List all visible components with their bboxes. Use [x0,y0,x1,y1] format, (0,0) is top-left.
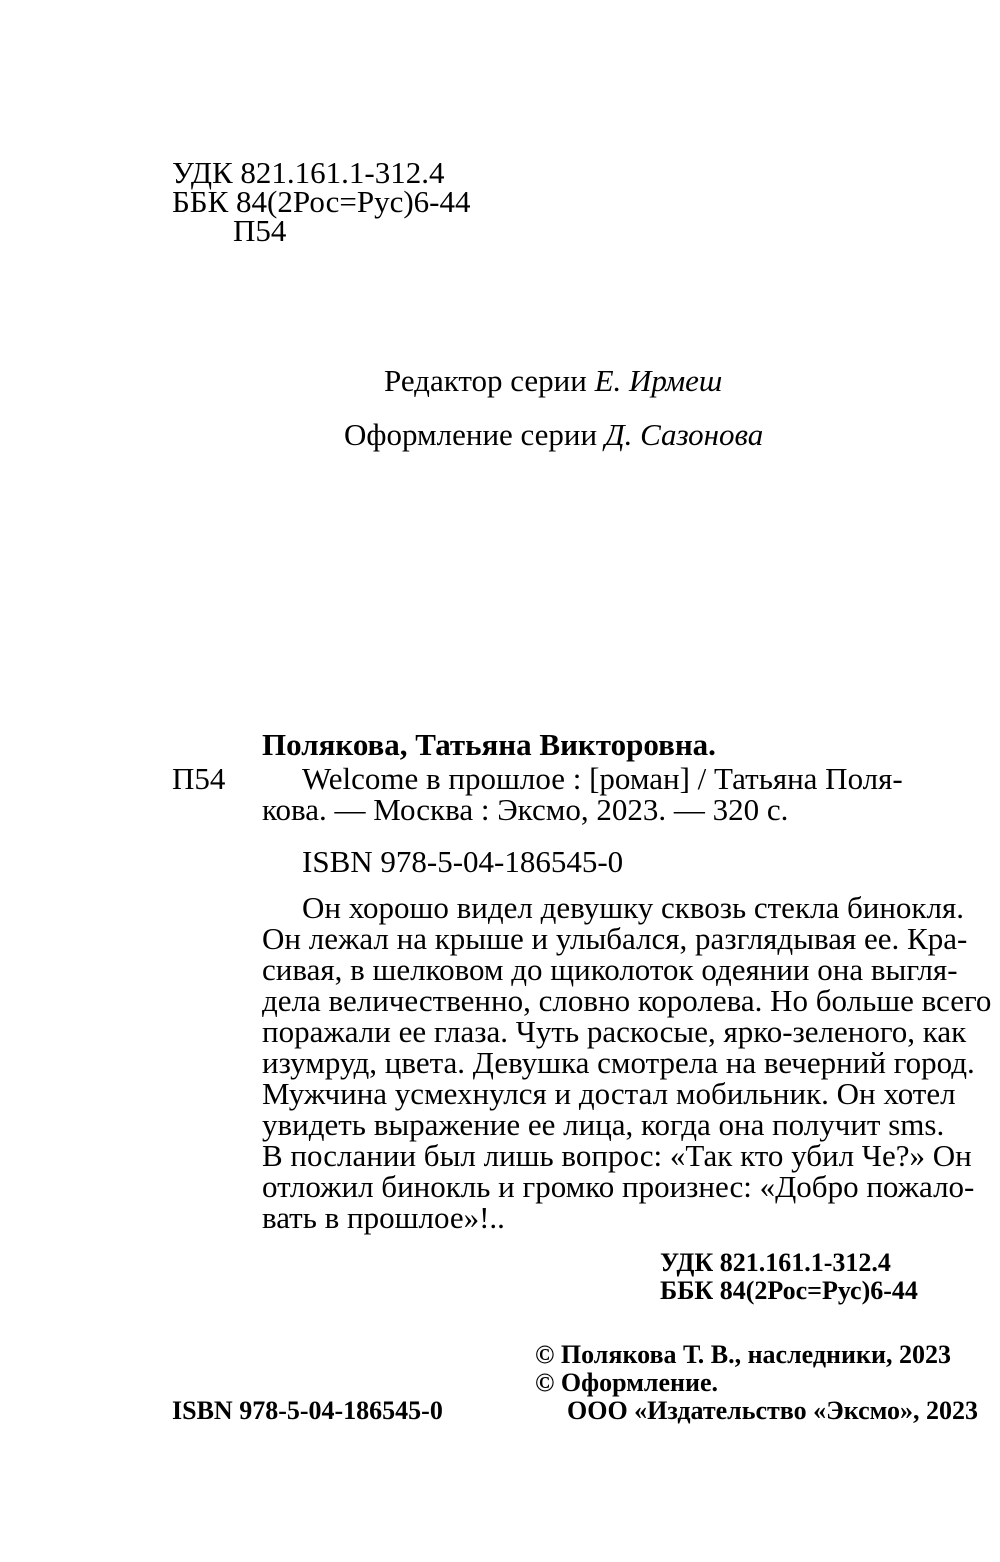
catalog-isbn: ISBN 978-5-04-186545-0 [302,844,624,879]
catalog-desc-line-1: Welcome в прошлое : [роман] / Татьяна Поля- [302,761,903,796]
catalog-desc-line-2: кова. — Москва : Эксмо, 2023. — 320 с. [262,792,789,827]
annotation-line: отложил бинокль и громко произнес: «Добро пожало- [262,1169,975,1204]
series-editor [384,365,722,396]
annotation-line: вать в прошлое»!.. [262,1200,505,1235]
series-design-label: Оформление серии [344,417,605,452]
copyright-design: © Оформление. [535,1368,719,1397]
series-editor-name: Е. Ирмеш [594,363,723,398]
top-bbk: ББК 84(2Рос=Рус)6-44 [172,184,471,219]
top-udk: УДК 821.161.1-312.4 [172,155,445,190]
series-editor-label: Редактор серии [384,363,595,398]
bottom-bbk: ББК 84(2Рос=Рус)6-44 [660,1276,918,1305]
annotation-line: дела величественно, словно королева. Но больше всего [262,983,992,1018]
series-design-name: Д. Сазонова [604,417,764,452]
copyright-author: © Полякова Т. В., наследники, 2023 [535,1340,951,1369]
bottom-udk: УДК 821.161.1-312.4 [660,1248,891,1277]
annotation-line: Мужчина усмехнулся и достал мобильник. Он хотел [262,1076,956,1111]
catalog-code: П54 [172,761,226,796]
annotation-line: сивая, в шелковом до щиколоток одеянии она выгля- [262,952,958,987]
annotation-line: поражали ее глаза. Чуть раскосые, ярко-зеленого, как [262,1014,967,1049]
isbn-bottom: ISBN 978-5-04-186545-0 [172,1396,443,1425]
annotation-line: В послании был лишь вопрос: «Так кто убил Че?» Он [262,1138,972,1173]
annotation-line: изумруд, цвета. Девушка смотрела на вечерний город. [262,1045,975,1080]
top-author-code: П54 [233,213,287,248]
series-design [344,419,763,450]
copyright-publisher: ООО «Издательство «Эксмо», 2023 [567,1396,979,1425]
catalog-author: Полякова, Татьяна Викторовна. [262,727,716,762]
annotation-line: Он лежал на крыше и улыбался, разглядывая ее. Кра- [262,921,968,956]
annotation-line: Он хорошо видел девушку сквозь стекла бинокля. [302,890,964,925]
annotation-line: увидеть выражение ее лица, когда она получит sms. [262,1107,945,1142]
